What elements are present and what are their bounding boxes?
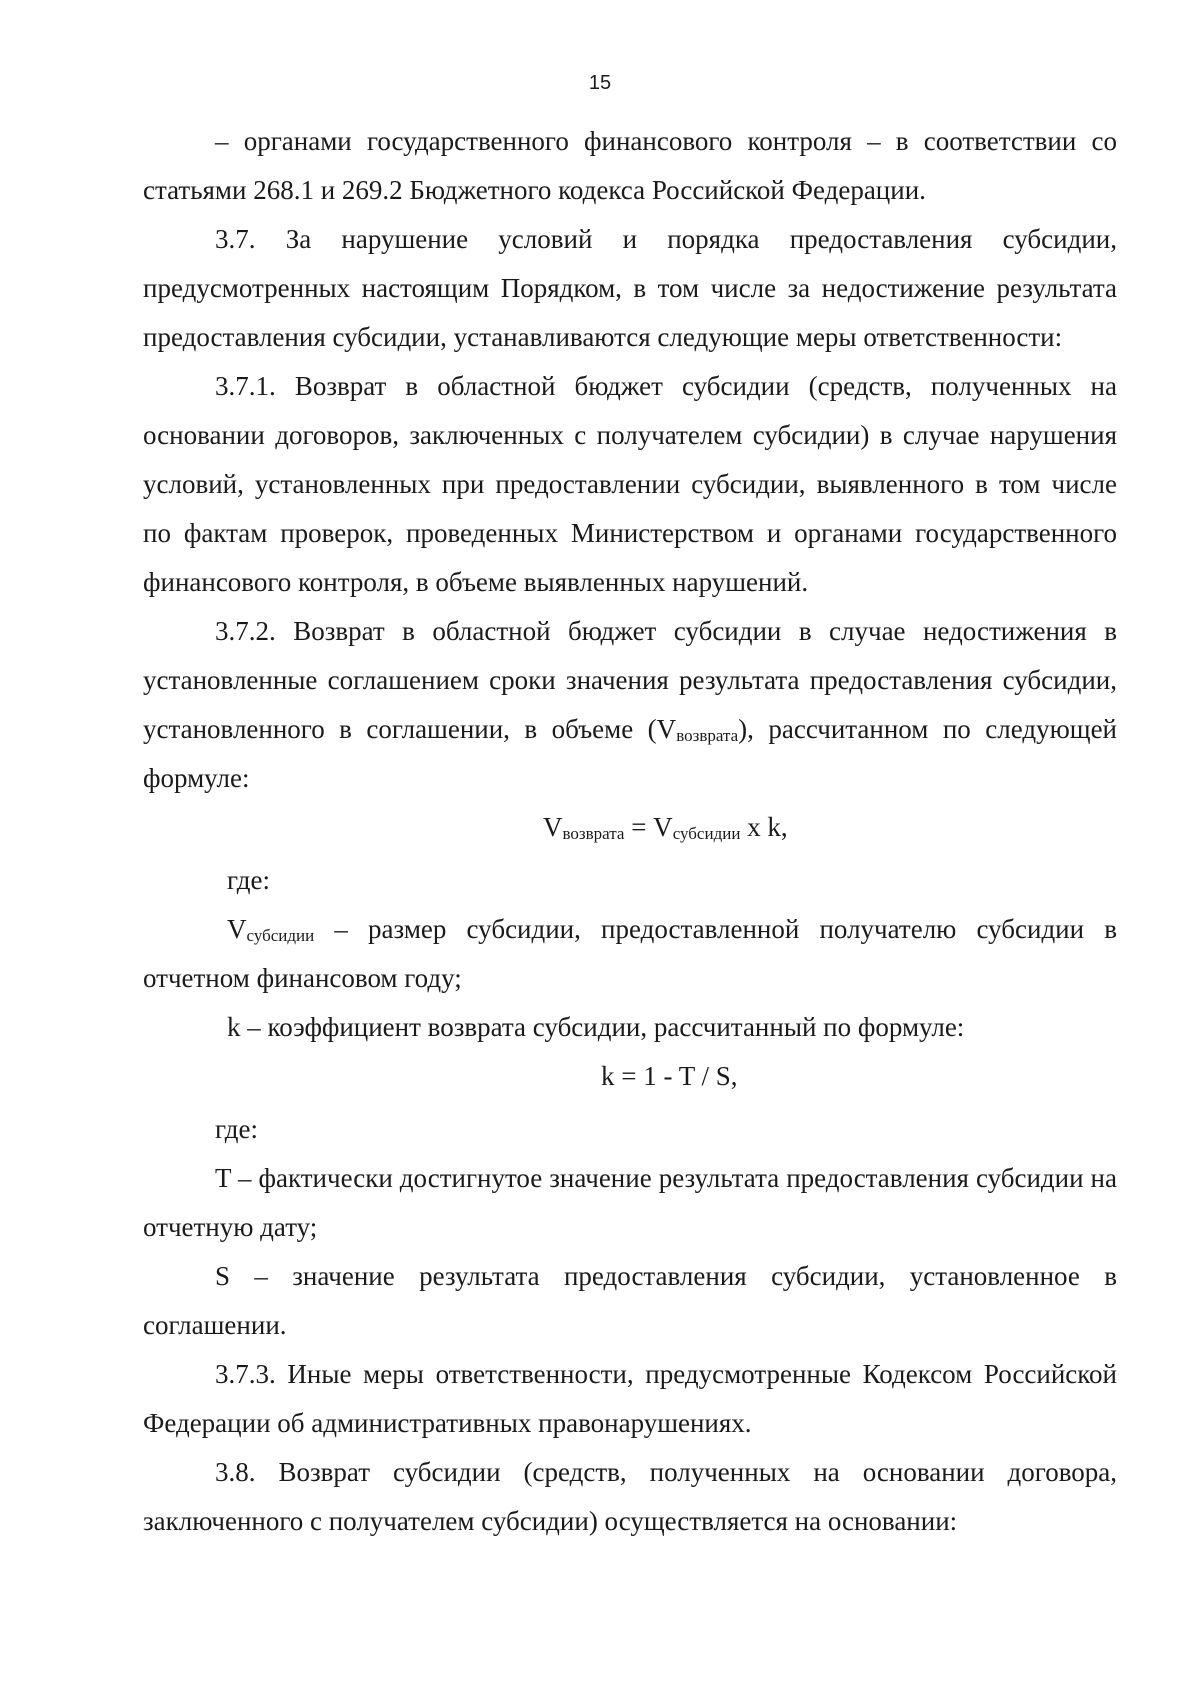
definition-v-subsidy — [143, 905, 1117, 1003]
paragraph-3-8: 3.8. Возврат субсидии (средств, полученных на основании договора, заключенного с получателем субсидии) осуществляется на основании: — [143, 1457, 1117, 1536]
definition-v-text: – размер субсидии, предоставленной получателю субсидии в отчетном финансовом году; — [143, 914, 1117, 993]
formula-k-expression: k = 1 - T / S, — [601, 1061, 738, 1091]
formula-sub-subsidy: субсидии — [672, 824, 741, 843]
definition-v-symbol: V — [227, 914, 247, 944]
formula-k — [143, 1052, 1117, 1101]
paragraph-3-7-1: 3.7.1. Возврат в областной бюджет субсидии (средств, полученных на основании договоров, заключенных с получателем субсидии) в случае нарушения условий, установленных при предоставлении субсидии, выявленного в том числе по фактам проверок, проведенных Министерством и органами государственного финансового контроля, в объеме выявленных нарушений. — [143, 371, 1117, 597]
document-body — [143, 117, 1117, 1546]
formula-v-symbol: V — [543, 812, 563, 842]
where-label-1: где: — [227, 865, 270, 895]
paragraph-3-7-2-text-b: ), рассчитанном по следующей формуле: — [143, 714, 1118, 793]
where-label-2: где: — [215, 1114, 258, 1144]
page-number: 15 — [588, 72, 612, 94]
definition-v-subscript: субсидии — [246, 926, 315, 945]
formula-equals-v: = V — [624, 812, 673, 842]
paragraph-3-7: 3.7. За нарушение условий и порядка предоставления субсидии, предусмотренных настоящим Порядком, в том числе за недостижение результата предоставления субсидии, устанавливаются следующие меры ответственности: — [143, 224, 1117, 352]
formula-return-volume — [143, 803, 1117, 852]
formula-return-volume-expression — [543, 803, 788, 852]
paragraph-3-7-2-text-a: 3.7.2. Возврат в областной бюджет субсидии в случае недостижения в установленные соглашением сроки значения результата предоставления субсидии, установленного в соглашении, в объеме (V — [143, 616, 1117, 744]
definition-k: k – коэффициент возврата субсидии, рассчитанный по формуле: — [227, 1012, 965, 1042]
paragraph-3-7-3: 3.7.3. Иные меры ответственности, предусмотренные Кодексом Российской Федерации об административных правонарушениях. — [143, 1359, 1117, 1438]
paragraph-control-bodies: – органами государственного финансового контроля – в соответствии со статьями 268.1 и 269.2 Бюджетного кодекса Российской Федерации. — [143, 126, 1117, 205]
formula-sub-return: возврата — [562, 824, 625, 843]
subscript-return: возврата — [676, 726, 739, 745]
definition-t: T – фактически достигнутое значение результата предоставления субсидии на отчетную дату; — [143, 1163, 1117, 1242]
formula-times-k: x k, — [740, 812, 788, 842]
definition-s: S – значение результата предоставления субсидии, установленное в соглашении. — [143, 1261, 1117, 1340]
paragraph-3-7-2 — [143, 607, 1117, 803]
